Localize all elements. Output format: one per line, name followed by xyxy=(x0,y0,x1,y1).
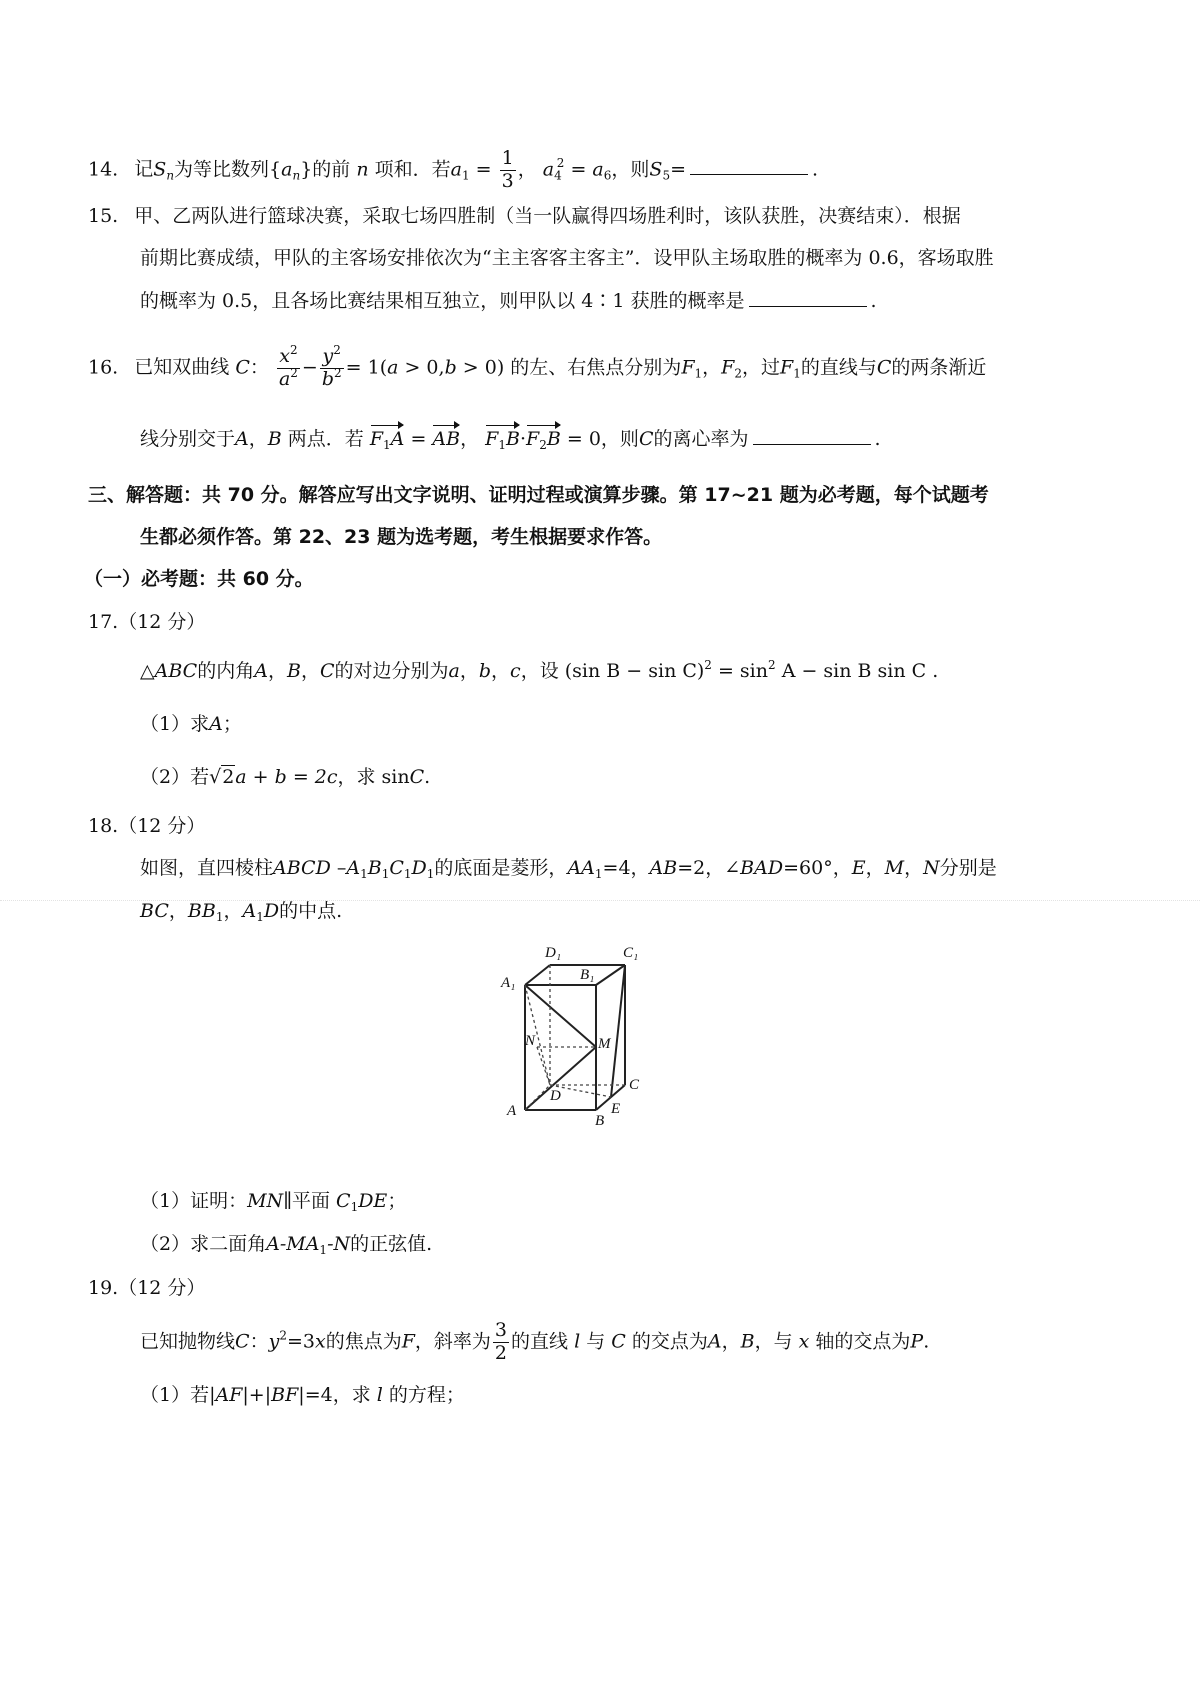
q18-prism-figure xyxy=(495,935,665,1130)
q18-part-2: （2）求二面角$A-MA_1-N$的正弦值. xyxy=(140,1233,433,1257)
label-D1: D₁ xyxy=(545,945,562,961)
label-M: M xyxy=(598,1036,611,1052)
q17-heading: 17.（12 分） xyxy=(88,611,206,633)
q18-heading: 18.（12 分） xyxy=(88,815,206,837)
label-A: A xyxy=(507,1103,517,1119)
q18-part-1: （1）证明：MN∥平面 $C_1DE$； xyxy=(140,1190,407,1214)
label-B: B xyxy=(595,1113,605,1129)
q15-line-2: 前期比赛成绩，甲队的主客场安排依次为“主主客客主客主”．设甲队主场取胜的概率为 0.6，客场取胜 xyxy=(140,247,994,269)
q18-statement-1: 如图，直四棱柱ABCD $-A_1B_1C_1D_1$的底面是菱形，$AA_1=4$，AB=2，∠BAD=60°，E，M，N分别是 xyxy=(140,857,997,881)
q16-fraction-x: $\frac{x^2}{a^2}$ xyxy=(278,343,298,390)
label-C: C xyxy=(629,1077,640,1093)
q19-part-1: （1）若|AF|+|BF|=4，求 l 的方程； xyxy=(140,1384,465,1406)
label-D: D xyxy=(550,1088,561,1104)
q16-vector-F1A: $F_1A$ xyxy=(369,428,405,452)
q14-fraction: $\frac{1}{3}$ xyxy=(501,147,514,192)
label-B1: B₁ xyxy=(580,967,595,983)
section3-subheading: （一）必考题：共 60 分。 xyxy=(84,568,314,590)
label-A1: A₁ xyxy=(501,975,516,991)
q16-vector-F2B: $F_2B$ xyxy=(526,428,561,452)
q19-slope-fraction: $\frac{3}{2}$ xyxy=(494,1319,507,1364)
q16-vector-AB: AB xyxy=(432,428,461,450)
q17-statement: △ABC的内角A，B，C的对边分别为a，b，c，设 (sin $B - \sin C)^2 = \sin^2 A - \sin B$ sin C . xyxy=(140,658,939,682)
q17-part-1: （1）求A； xyxy=(140,713,242,735)
q16-fraction-y: $\frac{y^2}{b^2}$ xyxy=(321,343,342,390)
label-N: N xyxy=(525,1033,536,1049)
q15-line-3: 的概率为 0.5，且各场比赛结果相互独立，则甲队以 4∶1 获胜的概率是 . xyxy=(140,290,877,312)
q18-statement-2: BC，$BB_1$，$A_1D$的中点. xyxy=(140,900,343,924)
q16-line-1: 16. 已知双曲线 C： $\frac{x^2}{a^2}$ − $\frac{y^2}{b^2}$ = 1(a > 0,b > 0) 的左、右焦点分别为$F_1$，$F_2$，过$F_1$的直线与C的两条渐近 xyxy=(88,343,987,390)
q15-number: 15. xyxy=(88,205,119,227)
q16-line-2: 线分别交于A，B 两点．若 $F_1A$ = AB， $F_1B\cdot F_2B = 0$，则C的离心率为 . xyxy=(140,428,881,452)
q19-statement: 已知抛物线C：$y^2=3x$的焦点为F，斜率为 $\frac{3}{2}$ 的直线 l 与 C 的交点为A，B，与 x 轴的交点为P. xyxy=(140,1319,930,1364)
q16-vector-F1B: $F_1B$ xyxy=(485,428,520,452)
q17-part-2: （2）若√2a + b = 2c，求 sinC. xyxy=(140,766,431,788)
label-C1: C₁ xyxy=(623,945,639,961)
q15-answer-blank xyxy=(749,290,867,307)
q14-answer-blank xyxy=(690,158,808,175)
q15-line-1: 15. 甲、乙两队进行篮球决赛，采取七场四胜制（当一队赢得四场胜利时，该队获胜，决赛结束）．根据 xyxy=(88,205,961,227)
q19-heading: 19.（12 分） xyxy=(88,1277,206,1299)
q16-answer-blank xyxy=(753,428,871,445)
q16-number: 16. xyxy=(88,356,119,379)
q14-number: 14. xyxy=(88,158,119,181)
label-E: E xyxy=(611,1101,621,1117)
section3-line-1: 三、解答题：共 70 分。解答应写出文字说明、证明过程或演算步骤。第 17~21 题为必考题，每个试题考 xyxy=(88,484,989,506)
section3-line-2: 生都必须作答。第 22、23 题为选考题，考生根据要求作答。 xyxy=(140,526,663,548)
q14-line: 14. 记$S_n$为等比数列$\{a_n\}$的前 n 项和．若$a_1$ = $\frac{1}{3}$ ， $a_4^2 = a_6$，则$S_5=$ . xyxy=(88,147,819,192)
